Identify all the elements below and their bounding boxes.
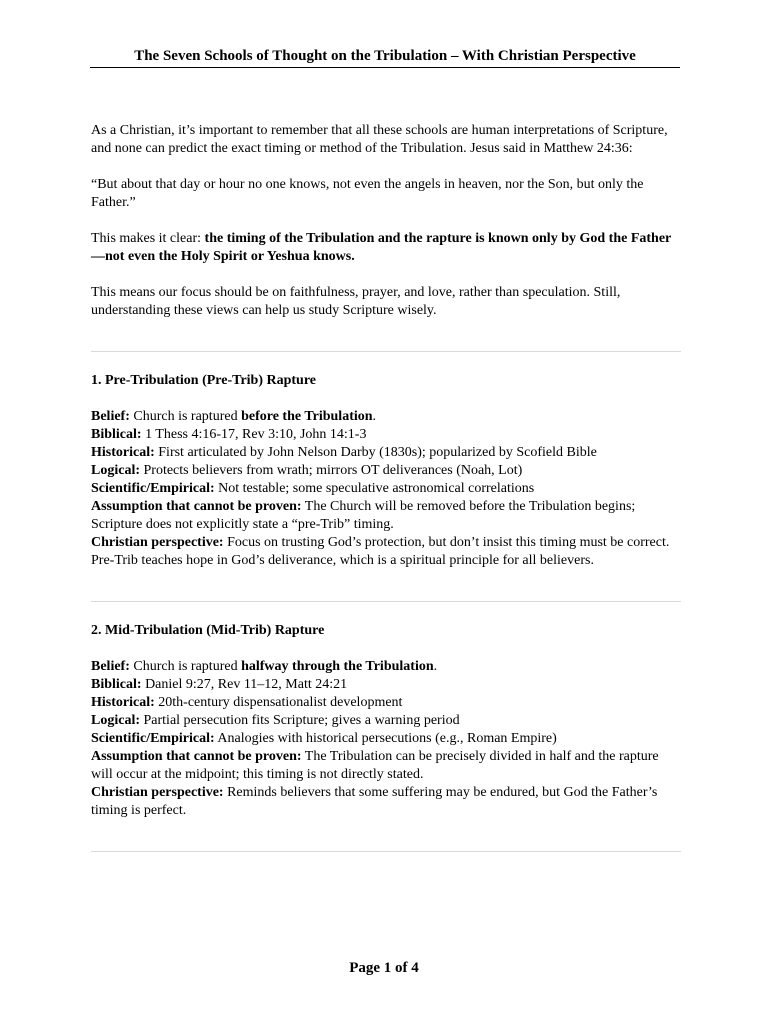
christian-perspective-label: Christian perspective: [91,785,224,800]
assumption-label: Assumption that cannot be proven: [91,499,302,514]
scientific-row [91,480,681,498]
section-heading: 1. Pre-Tribulation (Pre-Trib) Rapture [91,373,317,388]
logical-text: Protects believers from wrath; mirrors OT deliverances (Noah, Lot) [140,463,523,478]
section-mid-trib [91,622,681,820]
focus-paragraph: This means our focus should be on faithfulness, prayer, and love, rather than speculation. Still, understanding these views can help us study Scripture wisely. [91,285,621,318]
emphasis-lead: This makes it clear: [91,231,205,246]
belief-label: Belief: [91,659,130,674]
belief-end: . [372,409,377,424]
scientific-label: Scientific/Empirical: [91,481,215,496]
belief-emphasis: before the Tribulation [241,409,373,424]
logical-row [91,462,681,480]
belief-text: Church is raptured [129,659,242,674]
logical-label: Logical: [91,463,140,478]
intro-paragraph: As a Christian, it’s important to remember that all these schools are human interpretations of Scripture, and none can predict the exact timing or method of the Tribulation. Jesus said in Matthew 24:36: [91,123,668,156]
assumption-text: The Church will be removed before the Tribulation begins; Scripture does not explicitly state a “pre-Trib” timing. [91,499,636,532]
historical-label: Historical: [91,445,155,460]
logical-row [91,712,681,730]
assumption-text: The Tribulation can be precisely divided in half and the rapture will occur at the midpoint; this timing is not directly stated. [91,749,659,782]
scientific-row [91,730,681,748]
emphasis-bold: the timing of the Tribulation and the rapture is known only by God the Father—not even the Holy Spirit or Yeshua knows. [91,231,672,264]
christian-perspective-row [91,784,681,820]
assumption-label: Assumption that cannot be proven: [91,749,302,764]
document-body [91,122,681,852]
christian-perspective-text: Reminds believers that some suffering may be endured, but God the Father’s timing is perfect. [91,785,658,818]
biblical-label: Biblical: [91,677,142,692]
section-pre-trib [91,372,681,570]
belief-text: Church is raptured [129,409,242,424]
christian-perspective-text: Focus on trusting God’s protection, but don’t insist this timing must be correct. Pre-Trib teaches hope in God’s deliverance, which is a spiritual principle for all believers. [91,535,670,568]
belief-row [91,408,681,426]
document-title: The Seven Schools of Thought on the Tribulation – With Christian Perspective [90,46,680,68]
biblical-text: 1 Thess 4:16-17, Rev 3:10, John 14:1-3 [141,427,367,442]
logical-label: Logical: [91,713,140,728]
scientific-label: Scientific/Empirical: [91,731,215,746]
historical-row [91,444,681,462]
scientific-text: Analogies with historical persecutions (e.g., Roman Empire) [214,731,557,746]
belief-end: . [433,659,438,674]
biblical-label: Biblical: [91,427,142,442]
page-number: Page 1 of 4 [349,960,419,976]
historical-label: Historical: [91,695,155,710]
christian-perspective-row [91,534,681,570]
section-divider [91,851,681,852]
historical-text: 20th-century dispensationalist development [154,695,403,710]
section-heading: 2. Mid-Tribulation (Mid-Trib) Rapture [91,623,325,638]
historical-text: First articulated by John Nelson Darby (1830s); popularized by Scofield Bible [154,445,597,460]
assumption-row [91,748,681,784]
historical-row [91,694,681,712]
assumption-row [91,498,681,534]
emphasis-paragraph [91,230,681,266]
belief-label: Belief: [91,409,130,424]
biblical-row [91,426,681,444]
biblical-text: Daniel 9:27, Rev 11–12, Matt 24:21 [141,677,348,692]
scientific-text: Not testable; some speculative astronomical correlations [214,481,535,496]
logical-text: Partial persecution fits Scripture; gives a warning period [140,713,460,728]
belief-row [91,658,681,676]
christian-perspective-label: Christian perspective: [91,535,224,550]
biblical-row [91,676,681,694]
scripture-quote: “But about that day or hour no one knows, not even the angels in heaven, nor the Son, but only the Father.” [91,177,644,210]
belief-emphasis: halfway through the Tribulation [241,659,434,674]
